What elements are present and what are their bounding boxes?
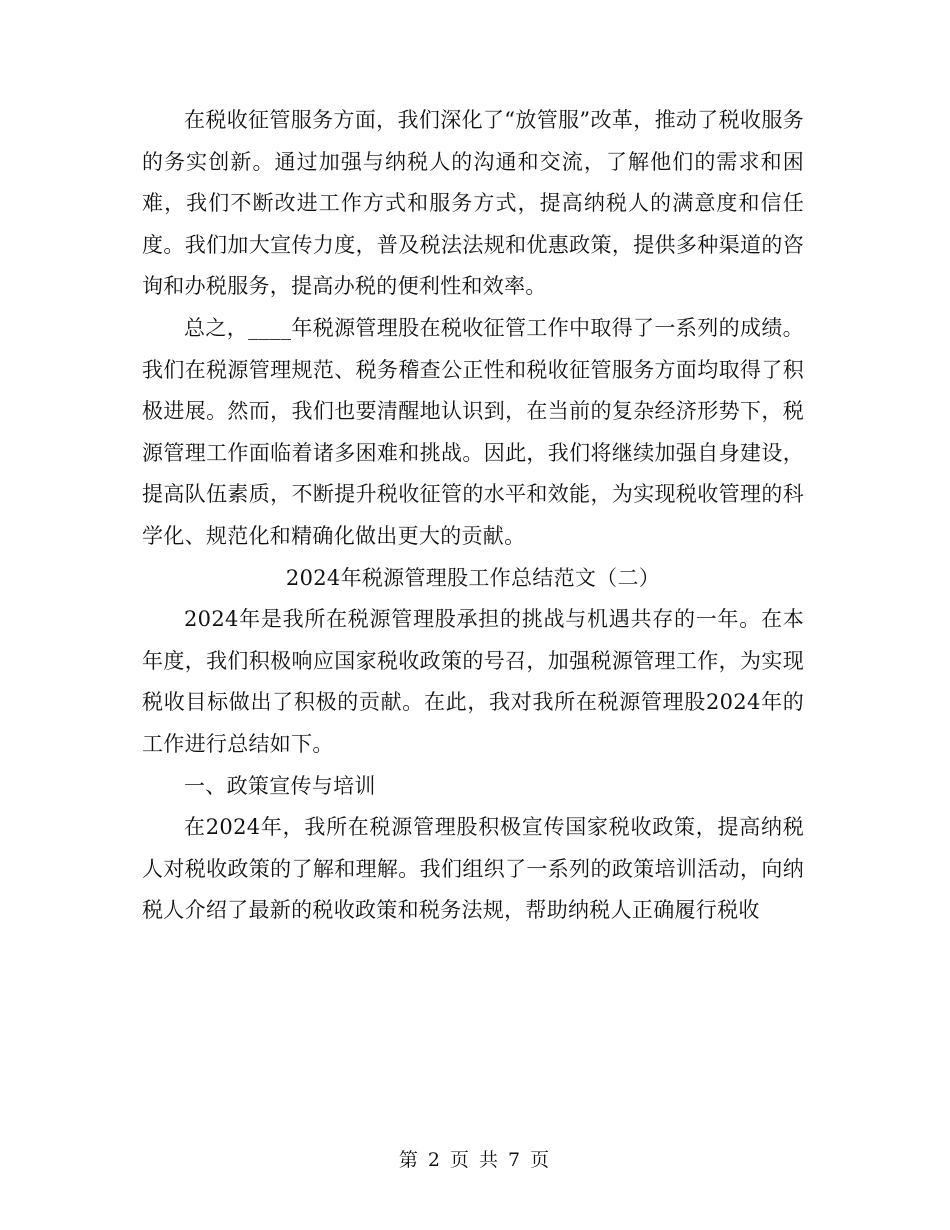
paragraph-policy-training: 在2024年，我所在税源管理股积极宣传国家税收政策，提高纳税人对税收政策的了解和理解。我们组织了一系列的政策培训活动，向纳税人介绍了最新的税收政策和税务法规，帮助纳税人正确履行税收 — [142, 815, 804, 923]
document-body — [142, 100, 804, 932]
paragraph-intro: 2024年是我所在税源管理股承担的挑战与机遇共存的一年。在本年度，我们积极响应国家税收政策的号召，加强税源管理工作，为实现税收目标做出了积极的贡献。在此，我对我所在税源管理股2024年的工作进行总结如下。 — [142, 607, 804, 756]
paragraph-service: 在税收征管服务方面，我们深化了“放管服”改革，推动了税收服务的务实创新。通过加强与纳税人的沟通和交流，了解他们的需求和困难，我们不断改进工作方式和服务方式，提高纳税人的满意度和信任度。我们加大宣传力度，普及税法法规和优惠政策，提供多种渠道的咨询和办税服务，提高办税的便利性和效率。 — [142, 108, 804, 299]
paragraph-summary: 总之，____年税源管理股在税收征管工作中取得了一系列的成绩。我们在税源管理规范、税务稽查公正性和税收征管服务方面均取得了积极进展。然而，我们也要清醒地认识到，在当前的复杂经济形势下，税源管理工作面临着诸多困难和挑战。因此，我们将继续加强自身建设，提高队伍素质，不断提升税收征管的水平和效能，为实现税收管理的科学化、规范化和精确化做出更大的贡献。 — [142, 315, 804, 548]
page-number: 第 2 页 共 7 页 — [398, 1149, 552, 1171]
subheading-policy-training: 一、政策宣传与培训 — [184, 773, 376, 798]
section-title: 2024年税源管理股工作总结范文（二） — [285, 565, 661, 590]
